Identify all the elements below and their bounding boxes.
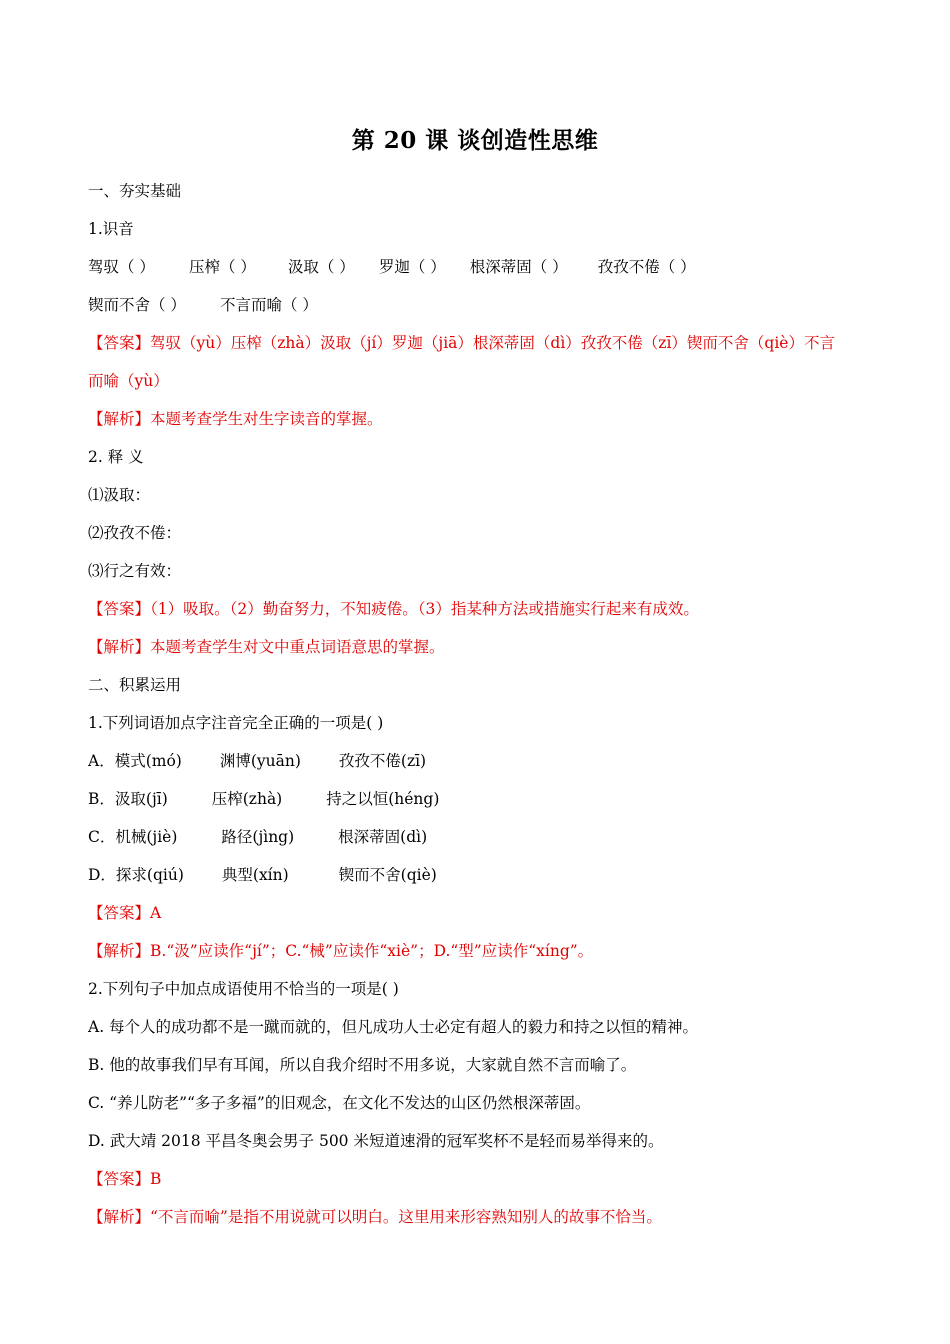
mc1-analysis: 【解析】B.“汲”应读作“jí”；C.“械”应读作“xiè”；D.“型”应读作“xíng”。	[88, 942, 594, 960]
section-heading-basics: 一、夯实基础	[88, 182, 182, 200]
q2-analysis: 【解析】本题考查学生对文中重点词语意思的掌握。	[88, 638, 445, 656]
q2-answer: 【答案】（1）吸取。（2）勤奋努力，不知疲倦。（3）指某种方法或措施实行起来有成效。	[88, 600, 699, 618]
mc2-option-c: C. “养儿防老”“多子多福”的旧观念，在文化不发达的山区仍然根深蒂固。	[88, 1094, 591, 1112]
q1-label: 1.识音	[88, 220, 134, 238]
option-term: 持之以恒(héng)	[326, 790, 440, 808]
definition-item: ⑴汲取：	[88, 486, 151, 504]
option-term: C．机械(jiè)	[88, 828, 178, 846]
pinyin-item: 锲而不舍（ ）	[88, 296, 186, 314]
option-term: 路径(jìng)	[221, 828, 295, 846]
option-term: 压榨(zhà)	[211, 790, 283, 808]
definition-item: ⑵孜孜不倦：	[88, 524, 182, 542]
q2-label: 2. 释 义	[88, 448, 144, 466]
pinyin-item: 罗迦（ ）	[378, 258, 446, 276]
definition-item: ⑶行之有效：	[88, 562, 182, 580]
option-term: B．汲取(jī)	[88, 790, 168, 808]
q1-analysis: 【解析】本题考查学生对生字读音的掌握。	[88, 410, 383, 428]
option-term: 孜孜不倦(zī)	[338, 752, 427, 770]
mc1-answer: 【答案】A	[88, 904, 162, 922]
page-title: 第 20 课 谈创造性思维	[351, 127, 599, 154]
option-term: A．模式(mó)	[88, 752, 182, 770]
mc2-question: 2.下列句子中加点成语使用不恰当的一项是( )	[88, 980, 399, 998]
mc1-option-d	[88, 856, 868, 894]
option-term: 渊博(yuān)	[219, 752, 301, 770]
document-body	[88, 172, 868, 1236]
pinyin-row-1	[88, 248, 868, 286]
mc1-option-c	[88, 818, 868, 856]
pinyin-item: 根深蒂固（ ）	[469, 258, 568, 276]
option-term: 根深蒂固(dì)	[338, 828, 428, 846]
option-term: D．探求(qiú)	[88, 866, 184, 884]
pinyin-item: 不言而喻（ ）	[219, 296, 318, 314]
pinyin-item: 压榨（ ）	[188, 258, 256, 276]
mc2-option-d: D. 武大靖 2018 平昌冬奥会男子 500 米短道速滑的冠军奖杯不是轻而易举得来的。	[88, 1132, 664, 1150]
option-term: 典型(xín)	[221, 866, 289, 884]
mc2-analysis: 【解析】“不言而喻”是指不用说就可以明白。这里用来形容熟知别人的故事不恰当。	[88, 1208, 662, 1226]
pinyin-item: 孜孜不倦（ ）	[597, 258, 696, 276]
mc2-option-b: B. 他的故事我们早有耳闻，所以自我介绍时不用多说，大家就自然不言而喻了。	[88, 1056, 637, 1074]
mc2-option-a: A. 每个人的成功都不是一蹴而就的，但凡成功人士必定有超人的毅力和持之以恒的精神。	[88, 1018, 699, 1036]
section-heading-application: 二、积累运用	[88, 676, 182, 694]
mc1-option-a	[88, 742, 868, 780]
mc1-option-b	[88, 780, 868, 818]
option-term: 锲而不舍(qiè)	[338, 866, 437, 884]
pinyin-item: 汲取（ ）	[287, 258, 355, 276]
mc2-answer: 【答案】B	[88, 1170, 162, 1188]
mc1-question: 1.下列词语加点字注音完全正确的一项是( )	[88, 714, 384, 732]
q1-answer-line-2: 而喻（yù）	[88, 372, 169, 390]
pinyin-row-2	[88, 286, 868, 324]
pinyin-item: 驾驭（ ）	[88, 258, 155, 276]
q1-answer-line-1: 【答案】驾驭（yù）压榨（zhà）汲取（jí）罗迦（jiā）根深蒂固（dì）孜孜不倦（zī）锲而不舍（qiè）不言	[88, 334, 835, 352]
